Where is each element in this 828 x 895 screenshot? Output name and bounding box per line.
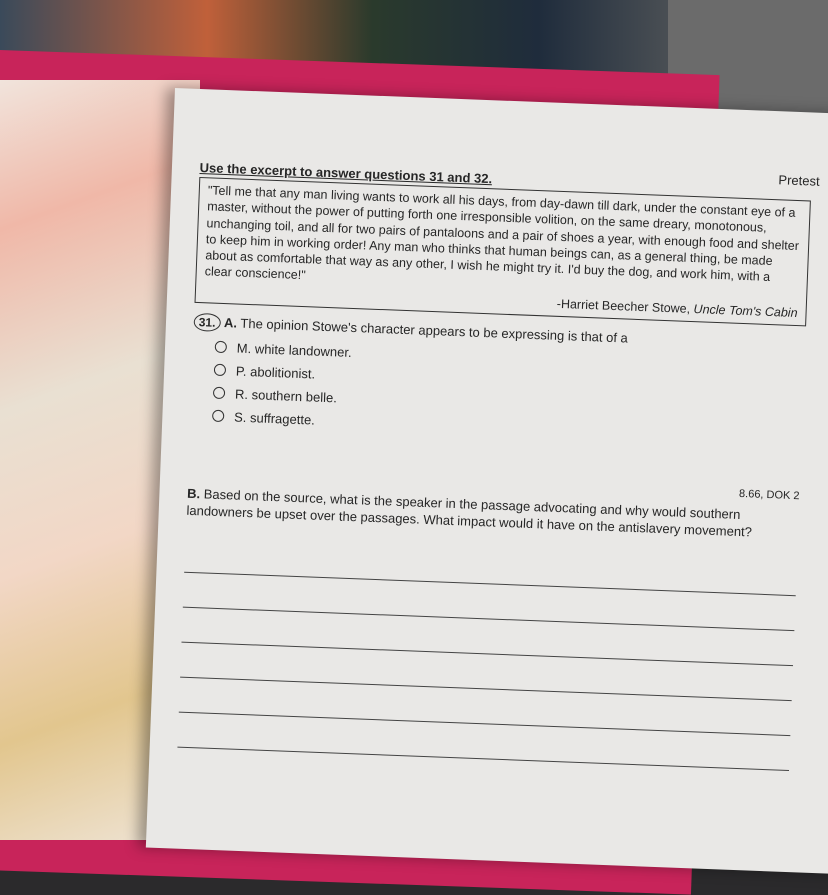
option-letter: R. bbox=[234, 386, 249, 402]
excerpt-text: "Tell me that any man living wants to work all his days, from day-dawn till dark, under the constant eye of a master, without the power of putting forth one irresponsible volition, on the same dreary, monotonous, unchanging toil, and all for two pairs of pantaloons and a pair of shoes a year, with enough food and shelter to keep him in working order! Any man who thinks that human beings can, as a general thing, be made about as comfortable that way as any other, I wish he might try it. I'd buy the dog, and work him, with a clear conscience!" bbox=[204, 183, 800, 284]
part-b-text: Based on the source, what is the speaker in the passage advocating and why would southern landowners be upset over the passages. What impact would it have on the antislavery movement? bbox=[186, 486, 753, 540]
excerpt-author: -Harriet Beecher Stowe, bbox=[556, 296, 694, 316]
part-b-label: B. bbox=[186, 485, 201, 501]
part-a-text: The opinion Stowe's character appears to be expressing is that of a bbox=[240, 315, 629, 346]
excerpt-box bbox=[195, 177, 811, 326]
section-label: Pretest bbox=[778, 172, 820, 189]
option-text: southern belle. bbox=[251, 386, 338, 406]
question-number: 31. bbox=[193, 313, 220, 332]
answer-lines[interactable] bbox=[177, 538, 797, 771]
radio-circle-icon[interactable] bbox=[215, 341, 227, 353]
standard-code: 8.66, DOK 2 bbox=[738, 487, 800, 503]
option-text: white landowner. bbox=[254, 341, 352, 360]
radio-circle-icon[interactable] bbox=[214, 364, 226, 376]
option-text: abolitionist. bbox=[249, 363, 316, 382]
option-letter: P. bbox=[235, 363, 247, 379]
excerpt-book: Uncle Tom's Cabin bbox=[693, 301, 798, 320]
option-letter: M. bbox=[236, 340, 252, 356]
page-content bbox=[177, 160, 820, 771]
part-a-label: A. bbox=[223, 314, 238, 331]
instruction: Use the excerpt to answer questions 31 and 32. bbox=[199, 160, 493, 187]
option-text: suffragette. bbox=[249, 409, 316, 428]
radio-circle-icon[interactable] bbox=[212, 410, 224, 422]
radio-circle-icon[interactable] bbox=[213, 387, 225, 399]
answer-options bbox=[212, 335, 805, 450]
option-letter: S. bbox=[233, 409, 247, 425]
